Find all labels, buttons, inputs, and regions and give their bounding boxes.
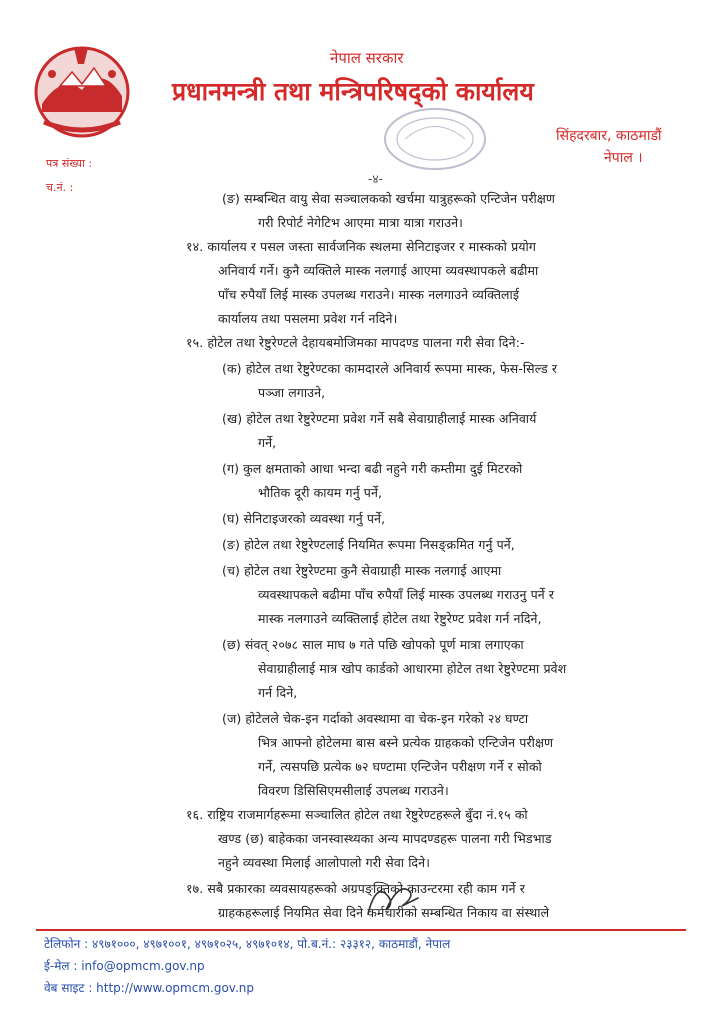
government-name: नेपाल सरकार [330, 49, 404, 67]
body-line: व्यवस्थापकले बढीमा पाँच रुपैयाँ लिई मास्क उपलब्ध गराउनु पर्ने र [258, 587, 555, 602]
office-stamp-icon [380, 104, 490, 174]
body-line: नहुने व्यवस्था मिलाई आलोपालो गरी सेवा दिने। [218, 855, 431, 870]
body-line: (ज) होटेलले चेक-इन गर्दाको अवस्थामा वा चेक-इन गरेको २४ घण्टा [222, 711, 529, 726]
signature-icon [358, 876, 428, 920]
body-line: अनिवार्य गर्ने। कुनै व्यक्तिले मास्क नलगाई आएमा व्यवस्थापकले बढीमा [218, 263, 539, 278]
body-line: (ग) कुल क्षमताको आधा भन्दा बढी नहुने गरी कम्तीमा दुई मिटरको [222, 461, 523, 476]
footer-divider [36, 929, 686, 931]
body-line: गर्न दिने, [258, 685, 298, 700]
dispatch-number-label: च.नं. : [46, 181, 74, 194]
body-line: (च) होटेल तथा रेष्टुरेण्टमा कुनै सेवाग्राही मास्क नलगाई आएमा [222, 563, 502, 578]
body-line: भित्र आफ्नो होटेलमा बास बस्ने प्रत्येक ग्राहकको एन्टिजेन परीक्षण [258, 735, 554, 750]
footer-phone: टेलिफोन : ४९७१०००, ४९७१००१, ४९७१०२५, ४९७१०१४, पो.ब.नं.: २३३१२, काठमाडौं, नेपाल [44, 937, 451, 951]
body-line: मास्क नलगाउने व्यक्तिलाई होटेल तथा रेष्टुरेण्ट प्रवेश गर्न नदिने, [258, 611, 542, 626]
body-line: (घ) सेनिटाइजरको व्यवस्था गर्नु पर्ने, [222, 511, 386, 526]
body-line: (ख) होटेल तथा रेष्टुरेण्टमा प्रवेश गर्ने सबै सेवाग्राहीलाई मास्क अनिवार्य [222, 411, 537, 426]
body-line: गर्ने, त्यसपछि प्रत्येक ७२ घण्टामा एन्टिजेन परीक्षण गर्ने र सोको [258, 759, 542, 774]
footer-website: वेब साइट : http://www.opmcm.gov.np [44, 981, 255, 995]
office-country: नेपाल । [604, 150, 643, 166]
body-line: १५. होटेल तथा रेष्टुरेण्टले देहायबमोजिमका मापदण्ड पालना गरी सेवा दिने:- [186, 335, 525, 350]
body-line: (छ) संवत् २०७८ साल माघ ७ गते पछि खोपको पूर्ण मात्रा लगाएका [222, 637, 524, 652]
body-line: पञ्जा लगाउने, [258, 385, 326, 400]
national-emblem-icon [22, 34, 142, 144]
office-name: प्रधानमन्त्री तथा मन्त्रिपरिषद्को कार्यालय [172, 77, 534, 106]
body-line: पाँच रुपैयाँ लिई मास्क उपलब्ध गराउने। मास्क नलगाउने व्यक्तिलाई [218, 287, 520, 302]
body-line: १४. कार्यालय र पसल जस्ता सार्वजनिक स्थलमा सेनिटाइजर र मास्कको प्रयोग [186, 239, 537, 254]
footer-email: ई-मेल : info@opmcm.gov.np [44, 959, 205, 973]
body-line: भौतिक दूरी कायम गर्नु पर्ने, [258, 485, 383, 500]
page-number: -४- [368, 172, 383, 186]
body-line: खण्ड (छ) बाहेकका जनस्वास्थ्यका अन्य मापदण्डहरू पालना गरी भिडभाड [218, 831, 552, 846]
body-line: १६. राष्ट्रिय राजमार्गहरूमा सञ्चालित होटेल तथा रेष्टुरेण्टहरूले बुँदा नं.१५ को [186, 807, 528, 822]
body-line: सेवाग्राहीलाई मात्र खोप कार्डको आधारमा होटेल तथा रेष्टुरेण्टमा प्रवेश [258, 661, 567, 676]
office-address: सिंहदरबार, काठमाडौं [556, 128, 662, 144]
body-line: (ङ) सम्बन्धित वायु सेवा सञ्चालकको खर्चमा यात्रुहरूको एन्टिजेन परीक्षण [222, 191, 556, 206]
body-line: ग्राहकहरूलाई नियमित सेवा दिने कर्मचारीको सम्बन्धित निकाय वा संस्थाले [218, 905, 550, 920]
body-line: गर्ने, [258, 435, 277, 450]
body-line: कार्यालय तथा पसलमा प्रवेश गर्न नदिने। [218, 311, 398, 326]
body-line: (क) होटेल तथा रेष्टुरेण्टका कामदारले अनिवार्य रूपमा मास्क, फेस-सिल्ड र [222, 361, 558, 376]
body-line: १७. सबै प्रकारका व्यवसायहरूको अग्रपङ्क्तिको काउन्टरमा रही काम गर्ने र [186, 881, 525, 896]
body-line: विवरण डिसिसिएमसीलाई उपलब्ध गराउने। [258, 783, 449, 798]
body-line: (ङ) होटेल तथा रेष्टुरेण्टलाई नियमित रूपमा निसङ्क्रमित गर्नु पर्ने, [222, 537, 515, 552]
reference-number-label: पत्र संख्या : [46, 157, 93, 170]
body-line: गरी रिपोर्ट नेगेटिभ आएमा मात्रा यात्रा गराउने। [258, 215, 464, 230]
